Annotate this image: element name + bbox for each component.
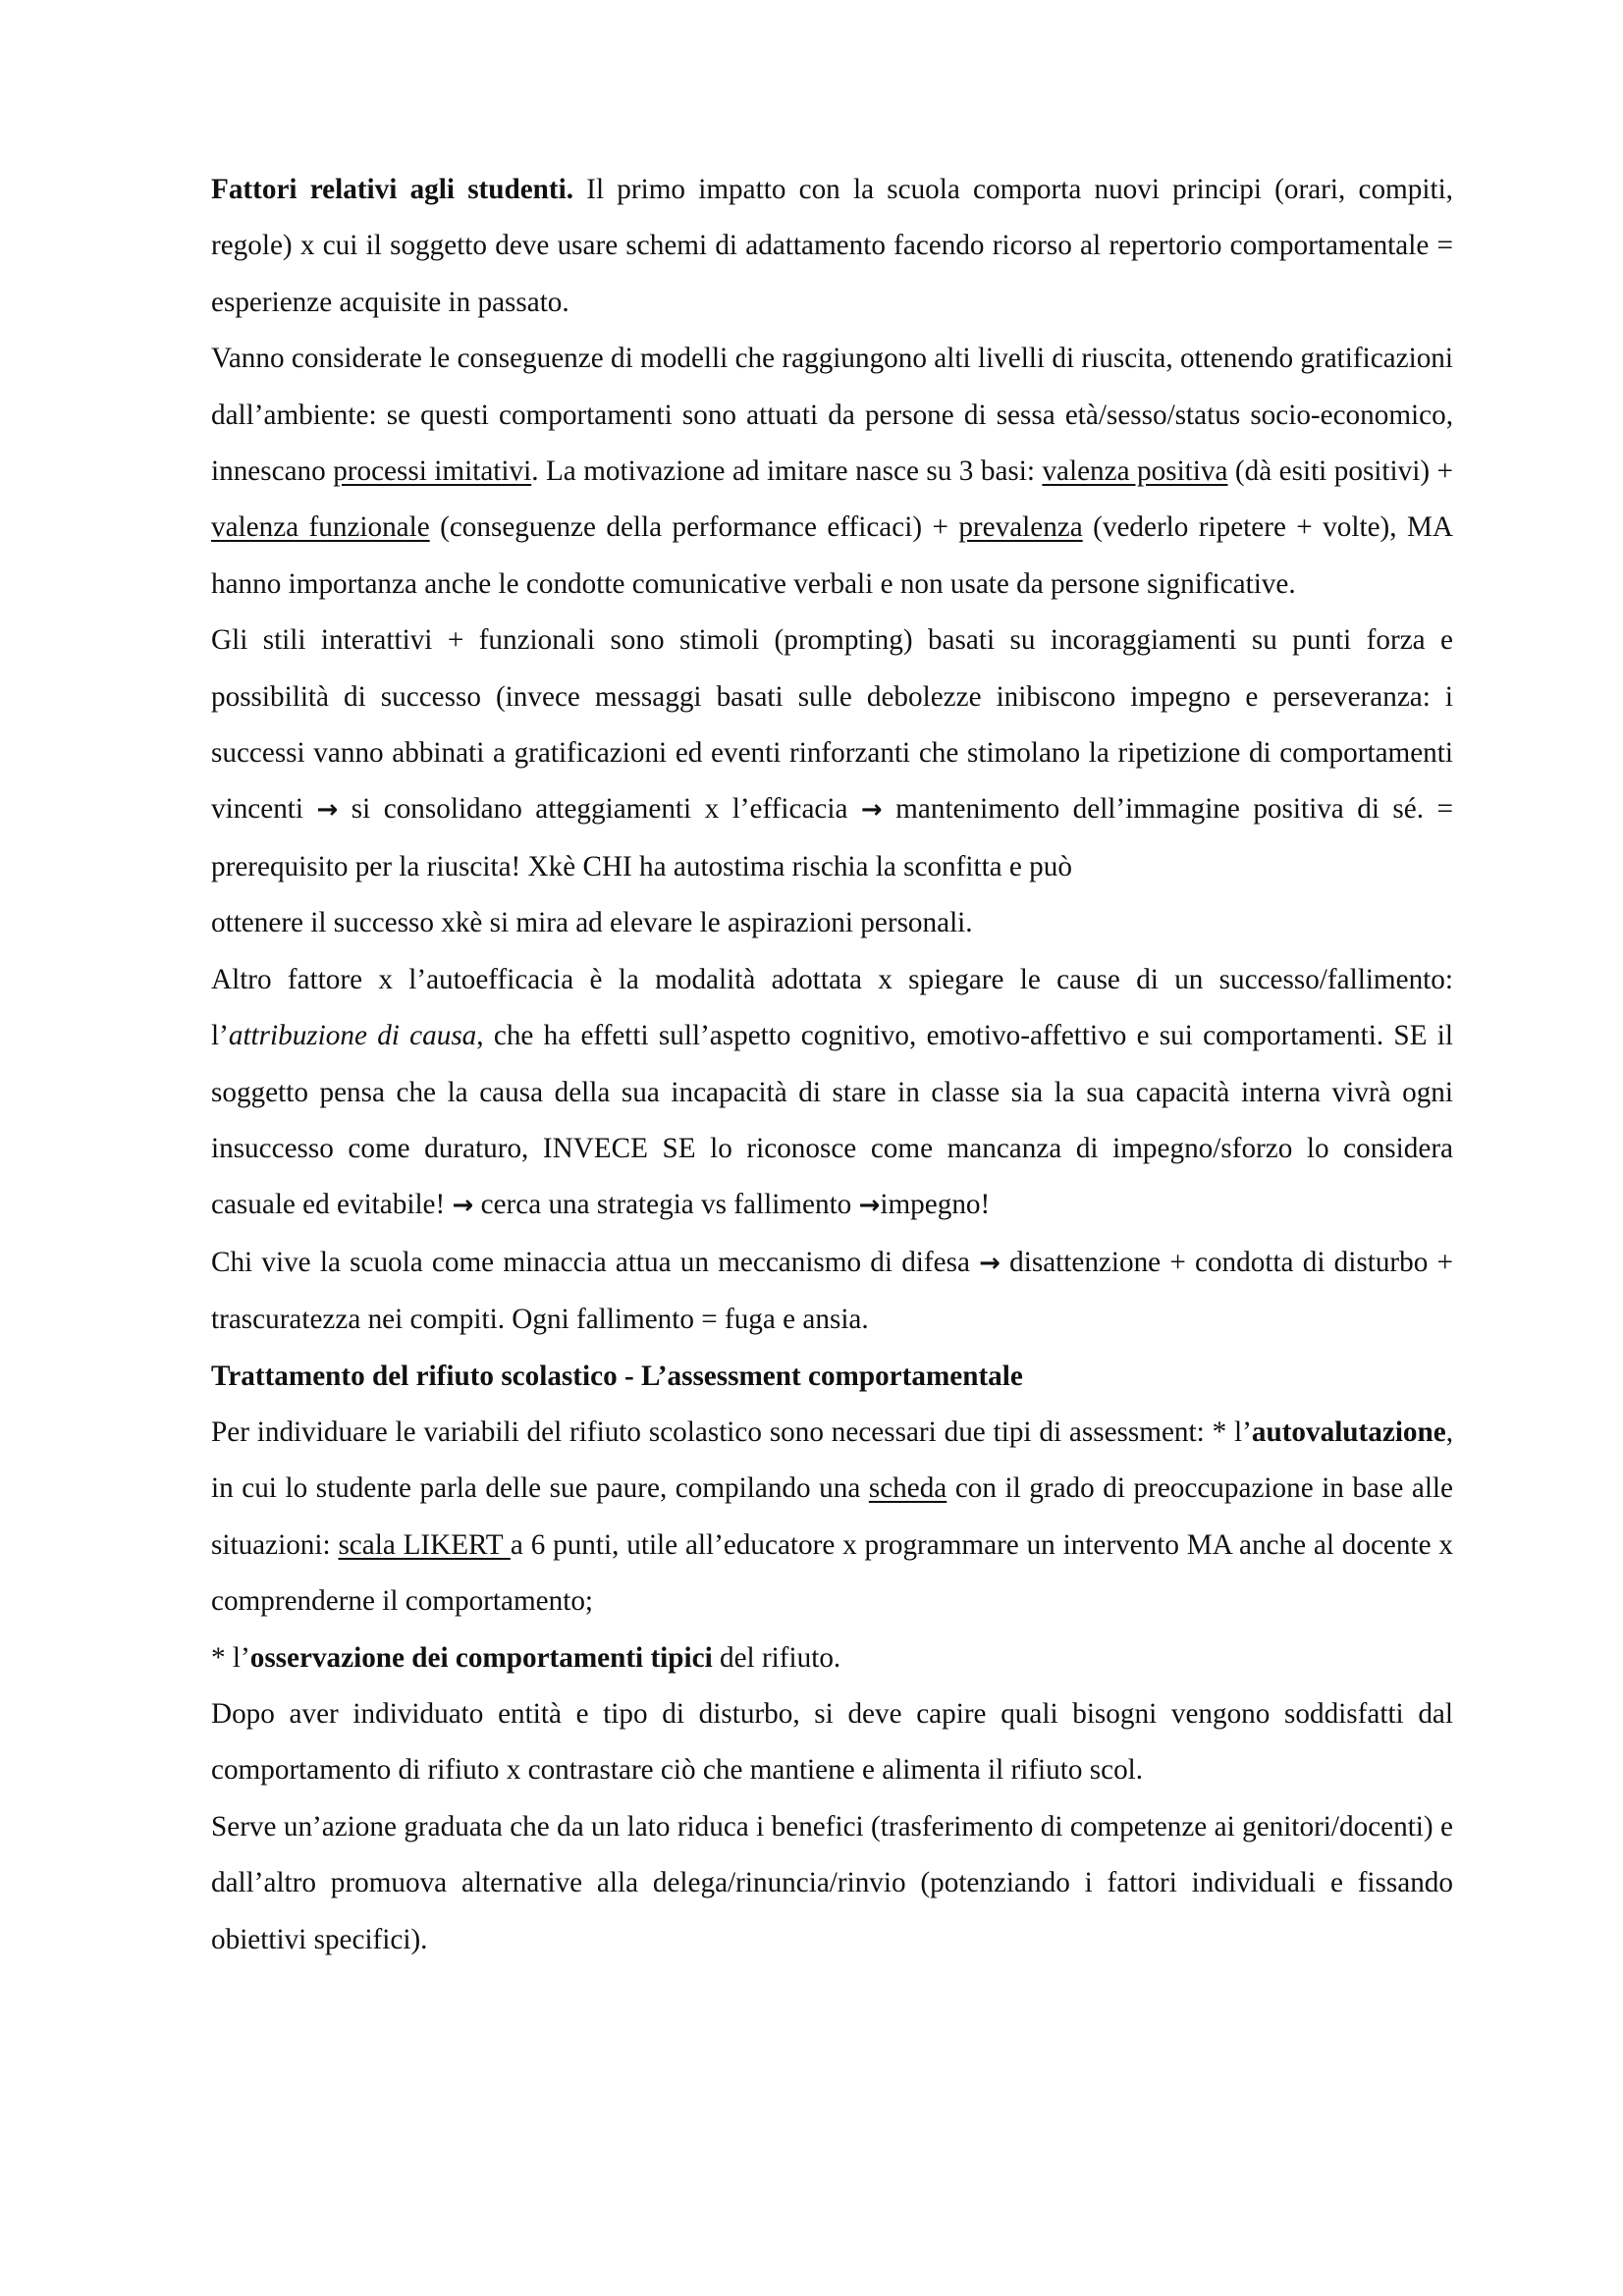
paragraph-autoefficacia: Altro fattore x l’autoefficacia è la modalità adottata x spiegare le cause di un successo/fallimento: l’attribuzione di causa, che ha effetti sull’aspetto cognitivo, emotivo-affettivo e sui comportamenti. SE il soggetto pensa che la causa della sua incapacità di stare in classe sia la sua capacità interna vivrà ogni insuccesso come duraturo, INVECE SE lo riconosce come mancanza di impegno/sforzo lo considera casuale ed evitabile! → cerca una strategia vs fallimento →impegno! [211, 963, 1453, 1221]
arrow-right-icon: → [979, 1248, 1001, 1278]
italic-term: attribuzione di causa [228, 1020, 477, 1052]
bold-term: osservazione dei comportamenti tipici [249, 1641, 713, 1674]
arrow-right-icon: → [860, 795, 883, 826]
paragraph-aspirazioni: ottenere il successo xkè si mira ad elevare le aspirazioni personali. [211, 907, 973, 939]
paragraph-stili-interattivi: Gli stili interattivi + funzionali sono stimoli (prompting) basati su incoraggiamenti su punti forza e possibilità di successo (invece messaggi basati sulle debolezze inibiscono impegno e perseveranza: i successi vanno abbinati a gratificazioni ed eventi rinforzanti che stimolano la ripetizione di comportamenti vincenti → si consolidano atteggiamenti x l’efficacia → mantenimento dell’immagine positiva di sé. = prerequisito per la riuscita! Xkè CHI ha autostima rischia la sconfitta e può [211, 624, 1453, 882]
underlined-term: scheda [868, 1472, 947, 1505]
underlined-term: processi imitativi [333, 455, 532, 488]
paragraph-azione-graduata: Serve un’azione graduata che da un lato riduca i benefici (trasferimento di competenze ai genitori/docenti) e dall’altro promuova alternative alla delega/rinuncia/rinvio (potenziando i fattori individuali e fissando obiettivi specifici). [211, 1810, 1453, 1955]
paragraph-fattori-studenti: Fattori relativi agli studenti. Il primo impatto con la scuola comporta nuovi principi (orari, compiti, regole) x cui il soggetto deve usare schemi di adattamento facendo ricorso al repertorio comportamentale = esperienze acquisite in passato. [211, 174, 1453, 318]
arrow-right-icon: → [858, 1191, 881, 1221]
bold-term: autovalutazione [1251, 1415, 1446, 1448]
paragraph-bisogni: Dopo aver individuato entità e tipo di disturbo, si deve capire quali bisogni vengono soddisfatti dal comportamento di rifiuto x contrastare ciò che mantiene e alimenta il rifiuto scol. [211, 1697, 1453, 1787]
paragraph-minaccia: Chi vive la scuola come minaccia attua un meccanismo di difesa → disattenzione + condotta di disturbo + trascuratezza nei compiti. Ogni fallimento = fuga e ansia. [211, 1246, 1453, 1336]
arrow-right-icon: → [316, 795, 339, 826]
underlined-term: prevalenza [958, 511, 1083, 544]
paragraph-osservazione: * l’osservazione dei comportamenti tipici del rifiuto. [211, 1641, 841, 1674]
section-heading-trattamento: Trattamento del rifiuto scolastico - L’assessment comportamentale [211, 1360, 1023, 1392]
underlined-term: scala LIKERT [338, 1528, 511, 1561]
paragraph-assessment: Per individuare le variabili del rifiuto scolastico sono necessari due tipi di assessment: * l’autovalutazione, in cui lo studente parla delle sue paure, compilando una scheda con il grado di preoccupazione in base alle situazioni: scala LIKERT a 6 punti, utile all’educatore x programmare un intervento MA anche al docente x comprenderne il comportamento; [211, 1415, 1453, 1618]
underlined-term: valenza funzionale [211, 511, 430, 544]
underlined-term: valenza positiva [1042, 455, 1228, 488]
arrow-right-icon: → [452, 1191, 474, 1221]
document-page [211, 162, 1453, 1968]
paragraph-modelli: Vanno considerate le conseguenze di modelli che raggiungono alti livelli di riuscita, ottenendo gratificazioni dall’ambiente: se questi comportamenti sono attuati da persone di sessa età/sesso/status socio-economico, innescano processi imitativi. La motivazione ad imitare nasce su 3 basi: valenza positiva (dà esiti positivi) + valenza funzionale (conseguenze della performance efficaci) + prevalenza (vederlo ripetere + volte), MA hanno importanza anche le condotte comunicative verbali e non usate da persone significative. [211, 343, 1454, 600]
section-heading-fattori: Fattori relativi agli studenti. [211, 174, 574, 205]
